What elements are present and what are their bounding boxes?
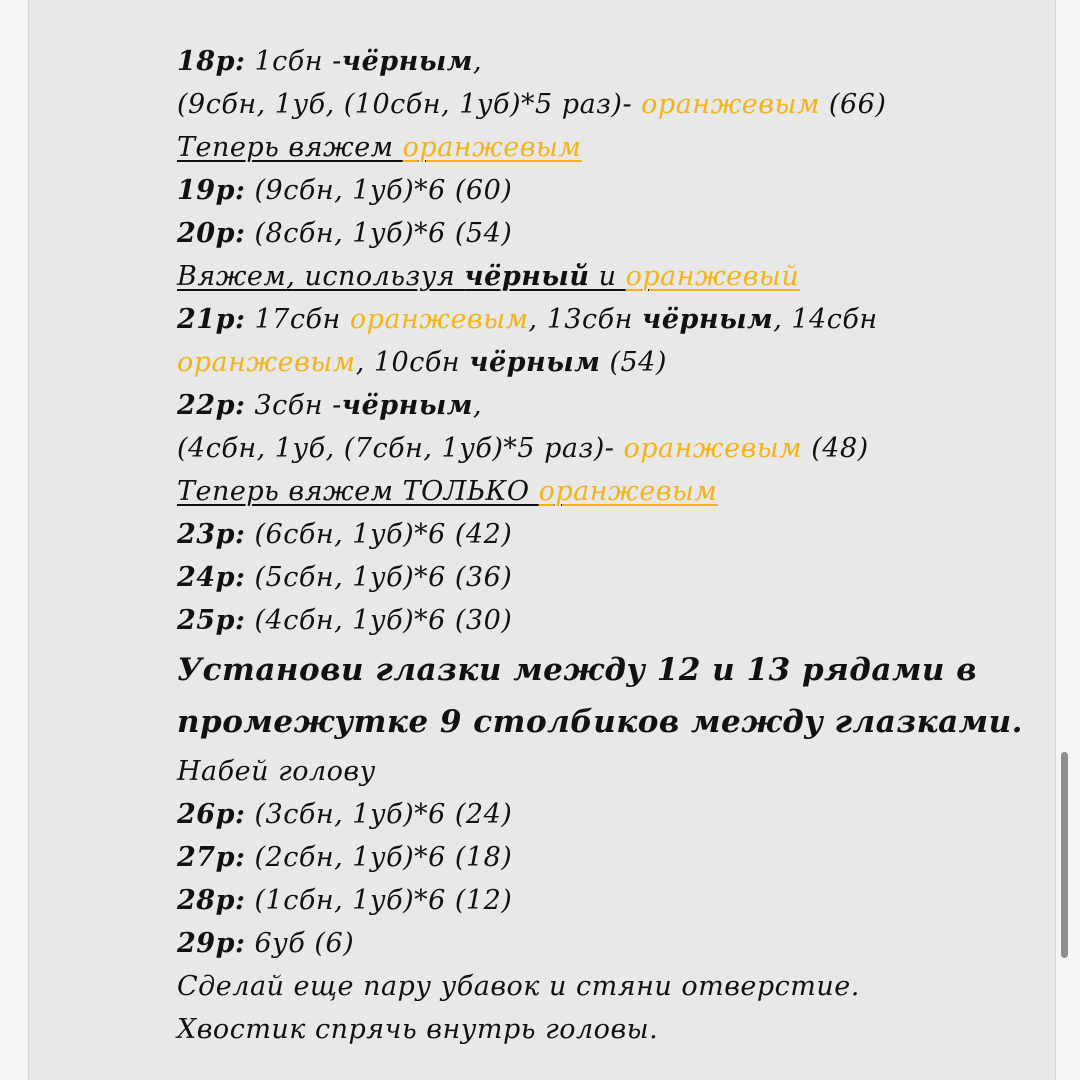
row-label: 29р: bbox=[177, 928, 246, 959]
row-21-line-1: 21р: 17сбн оранжевым, 13сбн чёрным, 14сбн bbox=[177, 304, 878, 335]
final-instruction-1: Сделай еще пару убавок и стяни отверстие. bbox=[177, 971, 860, 1002]
black-color-word: чёрным bbox=[341, 390, 473, 421]
black-color-word: чёрным bbox=[469, 347, 601, 378]
orange-color-word: оранжевым bbox=[402, 132, 582, 163]
row-20: 20р: (8сбн, 1уб)*6 (54) bbox=[177, 218, 513, 249]
note-orange-only-caps: Теперь вяжем ТОЛЬКО оранжевым bbox=[177, 476, 718, 507]
final-instruction-2: Хвостик спрячь внутрь головы. bbox=[177, 1014, 659, 1045]
eyes-instruction-line-1: Установи глазки между 12 и 13 рядами в bbox=[177, 652, 978, 688]
row-label: 21р: bbox=[177, 304, 246, 335]
scrollbar-thumb[interactable] bbox=[1061, 752, 1068, 958]
stuff-head-note: Набей голову bbox=[177, 756, 376, 787]
row-label: 20р: bbox=[177, 218, 246, 249]
orange-color-word: оранжевый bbox=[625, 261, 800, 292]
black-color-word: чёрным bbox=[341, 46, 473, 77]
orange-color-word: оранжевым bbox=[538, 476, 718, 507]
note-orange-only: Теперь вяжем оранжевым bbox=[177, 132, 582, 163]
row-22-line-2: (4сбн, 1уб, (7сбн, 1уб)*5 раз)- оранжевым (48) bbox=[177, 433, 869, 464]
row-25: 25р: (4сбн, 1уб)*6 (30) bbox=[177, 605, 513, 636]
row-19: 19р: (9сбн, 1уб)*6 (60) bbox=[177, 175, 513, 206]
document-page bbox=[28, 0, 1056, 1080]
pattern-text bbox=[177, 40, 1057, 1051]
row-label: 26р: bbox=[177, 799, 246, 830]
note-two-colors: Вяжем, используя чёрный и оранжевый bbox=[177, 261, 800, 292]
scrollbar[interactable] bbox=[1058, 0, 1072, 1080]
row-label: 28р: bbox=[177, 885, 246, 916]
black-color-word: чёрным bbox=[642, 304, 774, 335]
row-26: 26р: (3сбн, 1уб)*6 (24) bbox=[177, 799, 513, 830]
row-18-line-1: 18р: 1сбн -чёрным, bbox=[177, 46, 483, 77]
row-21-line-2: оранжевым, 10сбн чёрным (54) bbox=[177, 347, 667, 378]
eyes-instruction-line-2: промежутке 9 столбиков между глазками. bbox=[177, 704, 1023, 740]
row-label: 23р: bbox=[177, 519, 246, 550]
row-28: 28р: (1сбн, 1уб)*6 (12) bbox=[177, 885, 513, 916]
orange-color-word: оранжевым bbox=[623, 433, 803, 464]
orange-color-word: оранжевым bbox=[177, 347, 356, 378]
row-18-line-2: (9сбн, 1уб, (10сбн, 1уб)*5 раз)- оранжевым (66) bbox=[177, 89, 887, 120]
row-27: 27р: (2сбн, 1уб)*6 (18) bbox=[177, 842, 513, 873]
black-color-word: чёрный bbox=[464, 261, 590, 292]
row-label: 22р: bbox=[177, 390, 246, 421]
row-label: 18р: bbox=[177, 46, 246, 77]
orange-color-word: оранжевым bbox=[641, 89, 820, 120]
row-label: 27р: bbox=[177, 842, 246, 873]
row-label: 19р: bbox=[177, 175, 246, 206]
row-label: 24р: bbox=[177, 562, 246, 593]
row-23: 23р: (6сбн, 1уб)*6 (42) bbox=[177, 519, 513, 550]
row-label: 25р: bbox=[177, 605, 246, 636]
row-24: 24р: (5сбн, 1уб)*6 (36) bbox=[177, 562, 513, 593]
orange-color-word: оранжевым bbox=[349, 304, 529, 335]
row-22-line-1: 22р: 3сбн -чёрным, bbox=[177, 390, 483, 421]
row-29: 29р: 6уб (6) bbox=[177, 928, 355, 959]
